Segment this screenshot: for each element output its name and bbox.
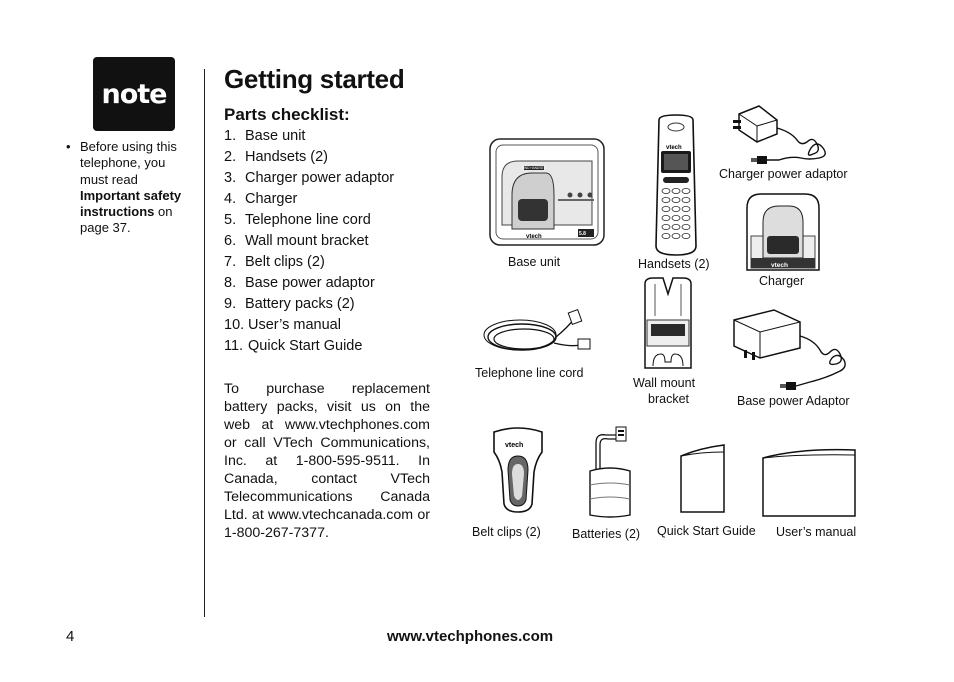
telephone-line-cord-illustration [482, 307, 598, 363]
caption-wall-mount-line1: Wall mount [633, 376, 696, 390]
list-item: 7. Belt clips (2) [224, 254, 325, 270]
list-item: 10. User’s manual [224, 317, 341, 333]
base-power-adaptor-illustration [730, 306, 858, 392]
note-text-bold: Important safety instructions [80, 187, 182, 220]
list-item: 8. Base power adaptor [224, 275, 375, 291]
list-item: 3. Charger power adaptor [224, 170, 395, 186]
list-item: 4. Charger [224, 191, 298, 207]
charger-brand-label: vtech [771, 262, 788, 269]
caption-wall-mount-line2: bracket [648, 392, 689, 406]
list-item: 11. Quick Start Guide [224, 338, 363, 354]
note-badge-label: note [101, 78, 167, 110]
footer-url[interactable]: www.vtechphones.com [387, 628, 554, 645]
caption-charger: Charger [759, 274, 805, 288]
list-item: 6. Wall mount bracket [224, 233, 369, 249]
battery-pack-illustration [586, 423, 636, 521]
wall-mount-bracket-illustration [641, 276, 695, 372]
base-find-handset-label: FIND HANDSET [522, 166, 546, 170]
list-item: 9. Battery packs (2) [224, 296, 355, 312]
caption-telephone-line-cord: Telephone line cord [475, 366, 584, 380]
caption-handsets: Handsets (2) [638, 257, 710, 271]
belt-clip-brand-label: vtech [505, 442, 524, 449]
base-unit-illustration [488, 137, 606, 249]
list-item: 1. Base unit [224, 128, 306, 144]
list-item: 5. Telephone line cord [224, 212, 371, 228]
handset-brand-label: vtech [666, 145, 682, 151]
caption-batteries: Batteries (2) [572, 527, 641, 541]
base-frequency-label: 5.8 [579, 231, 586, 237]
belt-clip-illustration [488, 426, 548, 514]
caption-users-manual: User’s manual [776, 525, 857, 539]
page-title: Getting started [224, 64, 405, 94]
checklist-heading: Parts checklist: [224, 105, 350, 124]
purchase-info-text: To purchase replacement battery packs, visit us on the web at www.vtechphones.com or call VTech Communications, Inc. at 1-800-595-9511. In Canada, contact VTech Telecommunications Canada Ltd. at www.vtechcanada.com or 1-800-267-7377. [224, 381, 430, 541]
page-number: 4 [66, 628, 75, 645]
caption-belt-clips: Belt clips (2) [472, 525, 541, 539]
note-body [80, 139, 184, 237]
caption-charger-power-adaptor: Charger power adaptor [719, 167, 848, 181]
bullet-icon: • [66, 139, 71, 154]
parts-checklist [224, 128, 394, 359]
quick-start-guide-illustration [678, 442, 728, 516]
note-text-before: Before using this telephone, you must read [80, 139, 177, 187]
caption-base-unit: Base unit [508, 255, 561, 269]
base-brand-label: vtech [526, 234, 542, 240]
charger-illustration [745, 192, 821, 274]
caption-quick-start-guide: Quick Start Guide [657, 524, 756, 538]
list-item: 2. Handsets (2) [224, 149, 329, 165]
charger-power-adaptor-illustration [731, 102, 843, 168]
handset-illustration [653, 114, 699, 257]
note-badge [93, 57, 175, 131]
users-manual-illustration [760, 446, 858, 518]
note-text [66, 139, 184, 237]
column-divider [204, 69, 205, 617]
note-text-after: on page 37. [80, 204, 173, 236]
caption-base-power-adaptor: Base power Adaptor [737, 394, 850, 408]
